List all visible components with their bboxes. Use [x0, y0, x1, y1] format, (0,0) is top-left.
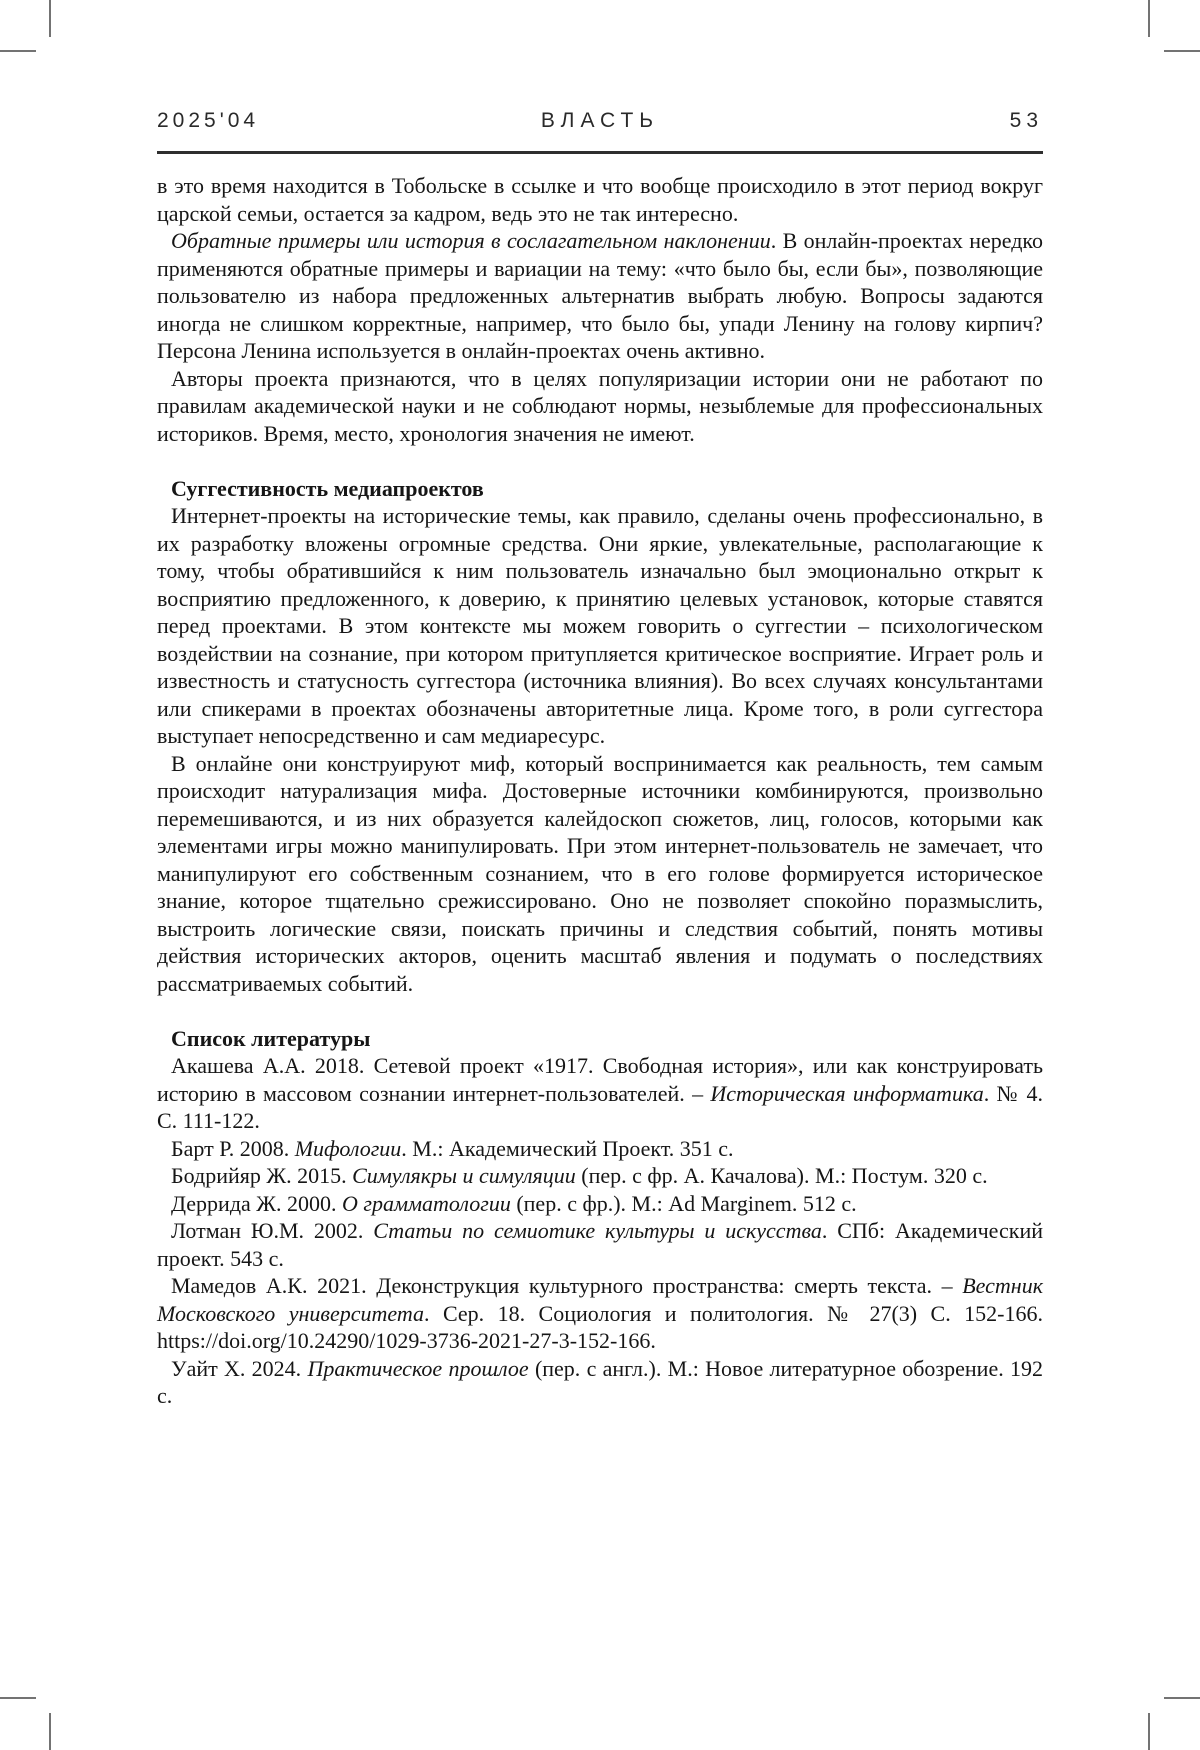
running-head — [157, 109, 1043, 141]
journal-title: ВЛАСТЬ — [540, 109, 660, 132]
crop-mark-bottom-left-vertical — [49, 1713, 51, 1750]
text-run: (пер. с фр.). М.: Ad Marginem. 512 с. — [510, 1190, 857, 1216]
crop-mark-top-left-horizontal — [0, 50, 36, 52]
text-run-italic: Историческая информатика — [710, 1080, 984, 1106]
paragraph — [157, 227, 1043, 365]
section-heading-suggestiveness: Суггестивность медиапроектов — [171, 475, 484, 501]
reference-item — [157, 1190, 1043, 1218]
reference-item — [157, 1052, 1043, 1135]
crop-mark-top-right-horizontal — [1164, 50, 1200, 52]
text-run: Авторы проекта признаются, что в целях популяризации истории они не работают по правилам академической науки и не соблюдают нормы, незыблемые для профессиональных историков. Время, место, хронология значения не имеют. — [157, 365, 1043, 446]
text-run: Уайт Х. 2024. — [171, 1355, 308, 1381]
text-run: . Сер. 18. Социология и политология. № 27(3) С. 152-166. https://doi.org/10.24290/1029-3736-2021-27-3-152-166. — [157, 1300, 1043, 1353]
text-run: Мамедов А.К. 2021. Деконструкция культурного пространства: смерть текста. – — [171, 1273, 963, 1298]
text-run-italic: О грамматологии — [341, 1190, 511, 1216]
text-run: Лотман Ю.М. 2002. — [171, 1218, 374, 1243]
crop-mark-top-right-vertical — [1148, 0, 1150, 37]
text-run-italic: Мифологии — [294, 1135, 402, 1161]
paragraph — [157, 365, 1043, 448]
article-body — [157, 172, 1043, 1410]
crop-mark-bottom-right-vertical — [1148, 1713, 1150, 1750]
crop-mark-bottom-left-horizontal — [0, 1697, 36, 1699]
reference-item — [157, 1355, 1043, 1410]
text-run: Интернет-проекты на исторические темы, как правило, сделаны очень профессионально, в их разработку вложены огромные средства. Они яркие, увлекательные, располагающие к тому, чтобы обратившийся к ним пользователь изначально был эмоционально открыт к восприятию предложенного, к доверию, к принятию целевых установок, которые ставятся перед проектами. В этом контексте мы можем говорить о суггестии – психологическом воздействии на сознание, при котором притупляется критическое восприятие. Играет роль и известность и статусность суггестора (источника влияния). Во всех случаях консультантами или спикерами в проектах обозначены авторитетные лица. Кроме того, в роли суггестора выступает непосредственно и сам медиаресурс. — [157, 503, 1043, 748]
text-run: . СПб: Академический проект. 543 с. — [157, 1218, 1043, 1271]
text-run: Бодрийяр Ж. 2015. — [171, 1163, 353, 1188]
text-run: . М.: Академический Проект. 351 с. — [401, 1135, 734, 1161]
text-run-italic: Практическое прошлое — [307, 1355, 529, 1381]
text-run: В онлайне они конструируют миф, который воспринимается как реальность, тем самым происходит натурализация мифа. Достоверные источники комбинируются, произвольно перемешиваются, и из них образуется калейдоскоп сюжетов, лиц, голосов, которыми как элементами игры можно манипулировать. При этом интернет-пользователь не замечает, что манипулируют его собственным сознанием, что в его голове формируется историческое знание, которое тщательно срежиссировано. Оно не позволяет спокойно поразмыслить, выстроить логические связи, поискать причины и следствия событий, понять мотивы действия исторических акторов, оценить масштаб явления и подумать о последствиях рассматриваемых событий. — [157, 750, 1043, 996]
crop-mark-top-left-vertical — [49, 0, 51, 37]
reference-item — [157, 1135, 1043, 1163]
page-number: 53 — [1009, 109, 1043, 132]
text-run: . № 4. С. 111-122. — [157, 1080, 1044, 1133]
paragraph — [157, 750, 1043, 998]
text-run-italic: Симулякры и симуляции — [352, 1163, 576, 1188]
text-run: Акашева А.А. 2018. Сетевой проект «1917. Свободная история», или как конструировать историю в массовом сознании интернет-пользователей. – — [157, 1053, 1043, 1106]
section-heading-references: Список литературы — [171, 1025, 371, 1051]
text-run-italic: Вестник Московского университета — [157, 1273, 1043, 1326]
text-run: . В онлайн-проектах нередко применяются обратные примеры и вариации на тему: «что было бы, если бы», позволяющие пользователю из набора предложенных альтернатив выбрать любую. Вопросы задаются иногда не слишком корректные, например, что было бы, упади Ленину на голову кирпич? Персона Ленина используется в онлайн-проектах очень активно. — [157, 228, 1043, 363]
paragraph — [157, 502, 1043, 750]
reference-item — [157, 1217, 1043, 1272]
text-run-italic: Статьи по семиотике культуры и искусства — [373, 1218, 822, 1243]
header-rule — [157, 151, 1043, 154]
issue-label: 2025'04 — [157, 109, 260, 132]
text-run-italic: Обратные примеры или история в сослагательном наклонении — [171, 228, 771, 253]
text-run: Деррида Ж. 2000. — [171, 1190, 342, 1216]
crop-mark-bottom-right-horizontal — [1164, 1697, 1200, 1699]
text-run: Барт Р. 2008. — [171, 1135, 295, 1161]
text-run: в это время находится в Тобольске в ссылке и что вообще происходило в этот период вокруг царской семьи, остается за кадром, ведь это не так интересно. — [157, 173, 1043, 226]
text-run: (пер. с фр. А. Качалова). М.: Постум. 320 с. — [575, 1163, 988, 1188]
paragraph-continuation — [157, 172, 1043, 227]
reference-item — [157, 1272, 1043, 1355]
reference-item — [157, 1162, 1043, 1190]
text-run: (пер. с англ.). М.: Новое литературное обозрение. 192 с. — [157, 1355, 1043, 1408]
